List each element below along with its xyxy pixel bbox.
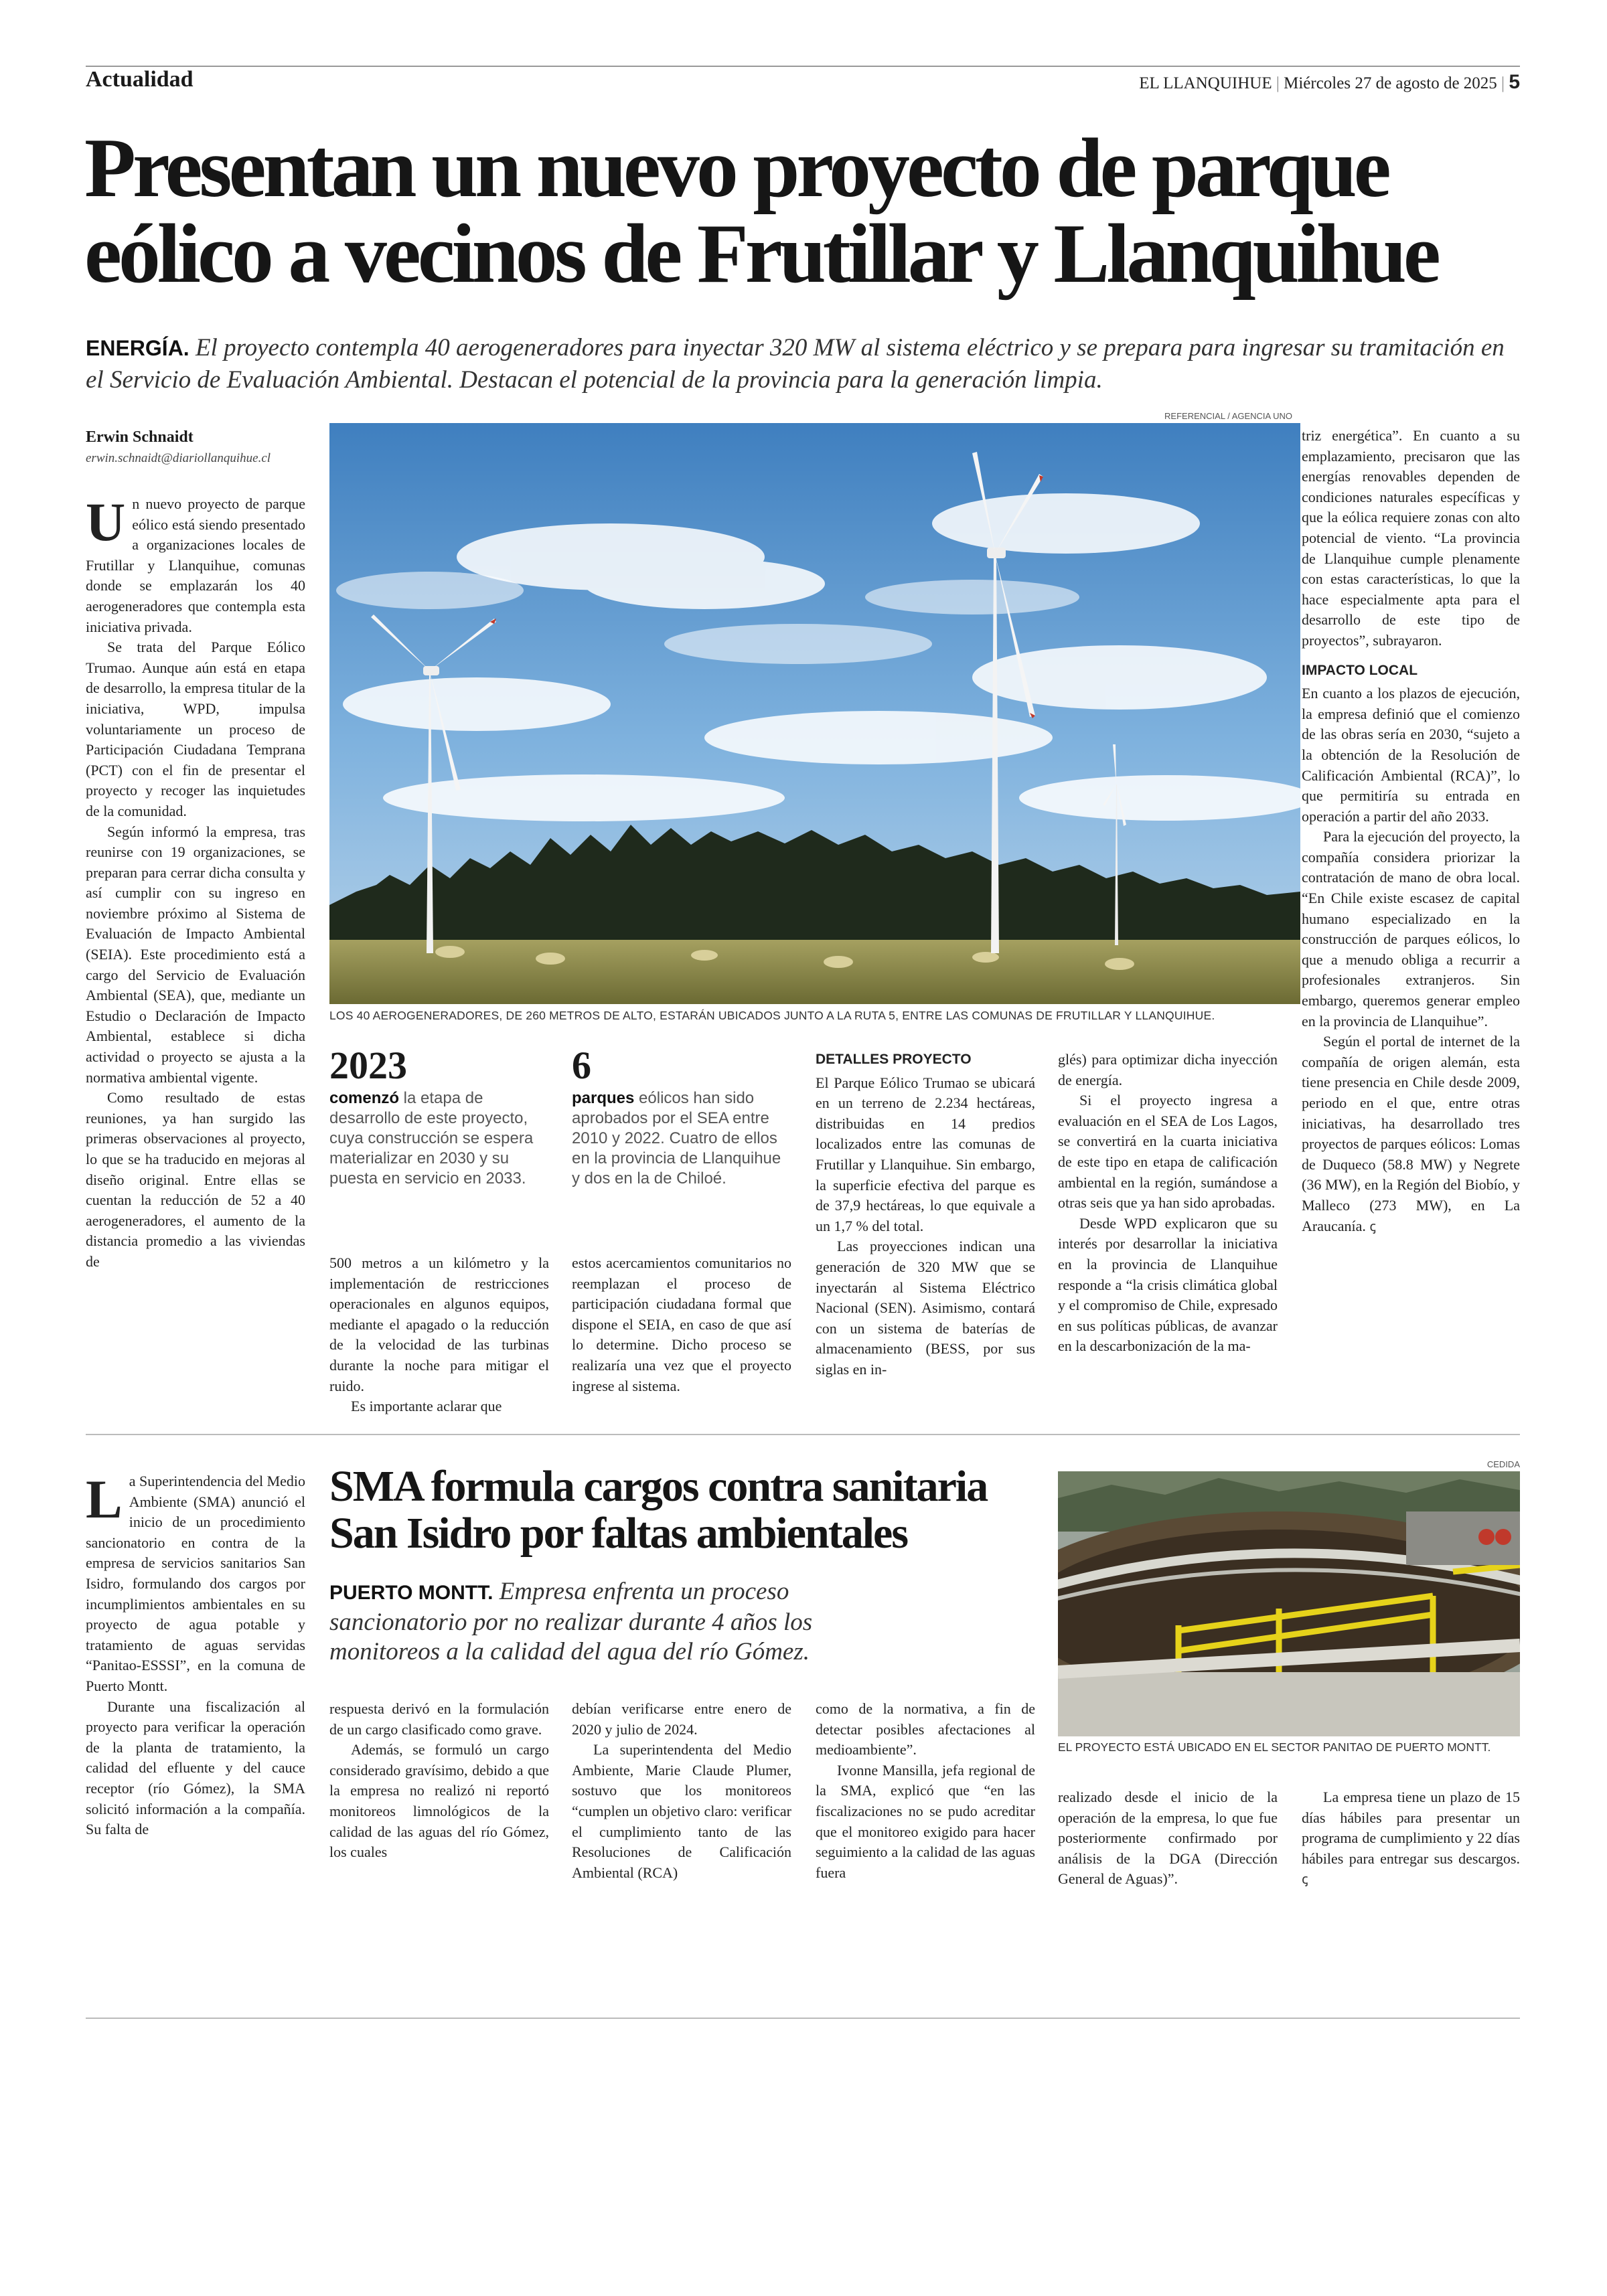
main-deck (86, 332, 1519, 396)
subhead-detalles: DETALLES PROYECTO (816, 1052, 972, 1067)
end-mark-icon: ꞔ (1369, 1218, 1376, 1234)
wind-farm-image (329, 423, 1300, 1004)
stat-number: 6 (572, 1044, 591, 1087)
second-photo-caption: EL PROYECTO ESTÁ UBICADO EN EL SECTOR PANITAO DE PUERTO MONTT. (1058, 1740, 1491, 1754)
second-kicker: PUERTO MONTT. (329, 1582, 493, 1604)
main-article-col-2: 500 metros a un kilómetro y la implementación de restricciones operacionales en algunos equipos, mediante el apagado o la reducción de la velocidad de las turbinas durante la noche para mitigar el ruido. Es importante aclarar que (329, 1254, 549, 1415)
stat-lead: comenzó (329, 1089, 400, 1107)
section-label: Actualidad (86, 67, 194, 92)
second-article-col-2: respuesta derivó en la formulación de un cargo clasificado como grave. Además, se formuló un cargo considerado gravísimo, debido a que la empresa no realizó ni reportó monitoreos limnológicos de la calidad de las aguas del río Gómez, los cuales (329, 1700, 549, 1861)
main-headline: Presentan un nuevo proyecto de parque eólico a vecinos de Frutillar y Llanquihue (84, 122, 1438, 301)
paper-name: EL LLANQUIHUE (1139, 74, 1272, 92)
second-article-col-5: realizado desde el inicio de la operación de la empresa, lo que fue posteriormente confirmado por análisis de la DGA (Dirección General de Aguas)”. (1058, 1789, 1278, 1888)
subhead-impacto: IMPACTO LOCAL (1302, 662, 1418, 678)
second-article-col-6: La empresa tiene un plazo de 15 días hábiles para presentar un programa de cumplimiento y 22 días hábiles para entregar sus descargos. ꞔ (1302, 1789, 1520, 1888)
author-name: Erwin Schnaidt (86, 428, 194, 446)
end-mark-icon: ꞔ (1302, 1871, 1308, 1888)
second-deck-text: Empresa enfrenta un proceso sancionatorio por no realizar durante 4 años los monitoreos a la calidad del agua del río Gómez. (329, 1578, 813, 1665)
second-photo-credit: CEDIDA (1486, 1459, 1520, 1469)
main-photo-caption: LOS 40 AEROGENERADORES, DE 260 METROS DE ALTO, ESTARÁN UBICADOS JUNTO A LA RUTA 5, ENTRE LAS COMUNAS DE FRUTILLAR Y LLANQUIHUE. (329, 1009, 1215, 1022)
wind-turbine-photo (329, 423, 1300, 1004)
header-meta: EL LLANQUIHUE | Miércoles 27 de agosto de 2025 | 5 (1139, 71, 1520, 93)
treatment-plant-image (1058, 1471, 1520, 1736)
treatment-plant-photo (1058, 1471, 1520, 1736)
drop-cap: U (86, 491, 126, 552)
stat-text: eólicos han sido aprobados por el SEA entre 2010 y 2022. Cuatro de ellos en la provincia de Llanquihue y dos en la de Chiloé. (572, 1089, 781, 1187)
main-article-col-6: triz energética”. En cuanto a su emplazamiento, precisaron que las energías renovables dependen de condiciones naturales específicas y que la eólica requiere zonas con alto potencial de viento. “La provincia de Llanquihue cumple plenamente con estas características, lo que la hace especialmente apta para el desarrollo de este tipo de proyectos”, subrayaron. IMPACTO LOCAL En cuanto a los plazos de ejecución, la empresa definió que el comienzo de las obras sería en 2030, “sujeto a la obtención de la Resolución de Calificación Ambiental (RCA)”, lo que permitiría su entrada en operación a partir del año 2033. Para la ejecución del proyecto, la compañía considera priorizar la contratación de mano de obra local. “En Chile existe escasez de capital humano especializado en la construcción de parques eólicos, lo que a menudo obliga a recurrir a profesionales extranjeros. Sin embargo, queremos generar empleo en la provincia de Llanquihue”. Según el portal de internet de la compañía de origen alemán, esta tiene presencia en Chile desde 2009, periodo en el que, entre otras iniciativas, ha desarrollado tres proyectos de parques eólicos: Lomas de Duqueco (58.8 MW) y Negrete (36 MW), en la Región del Biobío, y Malleco (273 MW), en La Araucanía. ꞔ (1302, 427, 1520, 1234)
photo-credit: REFERENCIAL / AGENCIA UNO (1164, 411, 1292, 421)
drop-cap: L (86, 1469, 123, 1530)
second-deck (329, 1577, 905, 1667)
main-kicker: ENERGÍA. (86, 336, 189, 360)
page-number: 5 (1509, 71, 1520, 93)
second-headline: SMA formula cargos contra sanitaria San Isidro por faltas ambientales (329, 1462, 988, 1558)
author-email: erwin.schnaidt@diariollanquihue.cl (86, 451, 271, 465)
second-article-col-1: La Superintendencia del Medio Ambiente (SMA) anunció el inicio de un procedimiento sancionatorio en contra de la empresa de servicios sanitarios San Isidro, formulando dos cargos por incumplimientos ambientales en su proyecto de agua potable y tratamiento de aguas servidas “Panitao-ESSSI”, en la comuna de Puerto Montt. Durante una fiscalización al proyecto para verificar la operación de la planta de tratamiento, la calidad del efluente y del cauce receptor (río Gómez), la SMA solicitó información a la compañía. Su falta de (86, 1469, 306, 1838)
main-article-col-1: Un nuevo proyecto de parque eólico está siendo presentado a organizaciones locales de Frutillar y Llanquihue, comunas donde se emplazarán los 40 aerogeneradores que contempla esta iniciativa privada. Se trata del Parque Eólico Trumao. Aunque aún está en etapa de desarrollo, la empresa titular de la iniciativa, WPD, impulsa voluntariamente un proceso de Participación Ciudadana Temprana (PCT) con el fin de presentar el proyecto y recoger las inquietudes de la comunidad. Según informó la empresa, tras reunirse con 19 organizaciones, se preparan para cerrar dicha consulta y así cumplir con su ingreso en noviembre próximo al Sistema de Evaluación de Impacto Ambiental (SEIA). Este procedimiento está a cargo del Servicio de Evaluación Ambiental (SEA), que, mediante un Estudio o Declaración de Impacto Ambiental, establece si dicha actividad o proyecto se ajusta a la normativa ambiental vigente. Como resultado de estas reuniones, ya han surgido las primeras observaciones al proyecto, lo que se ha traducido en mejoras al diseño original. Entre ellas se cuentan la reducción de 52 a 40 aerogeneradores, el aumento de la distancia promedio a las viviendas de (86, 491, 305, 1270)
main-article-col-4: DETALLES PROYECTO El Parque Eólico Trumao se ubicará en un terreno de 2.234 hectáreas, distribuidas en 14 predios localizados entre las comunas de Frutillar y Llanquihue. Sin embargo, la superficie efectiva del parque es de 37,9 hectáreas, lo que equivale a un 1,7 % del total. Las proyecciones indican una generación de 320 MW que se inyectarán al Sistema Eléctrico Nacional (SEN). Asimismo, contará con un sistema de baterías de almacenamiento (BESS, por sus siglas en in- (816, 1050, 1035, 1380)
stat-box-6 (572, 1046, 793, 1189)
main-article-col-5: glés) para optimizar dicha inyección de energía. Si el proyecto ingresa a evaluación en el SEA de Los Lagos, se convertirá en la cuarta iniciativa de este tipo en etapa de calificación ambiental en la región, sumándose a otras seis que ya han sido aprobadas. Desde WPD explicaron que su interés por desarrollar la iniciativa en la provincia de Llanquihue responde a “la crisis climática global y el compromiso de Chile, expresado en sus políticas públicas, de avanzar en la descarbonización de la ma- (1058, 1051, 1278, 1355)
main-deck-text: El proyecto contempla 40 aerogeneradores para inyectar 320 MW al sistema eléctrico y se prepara para ingresar su tramitación en el Servicio de Evaluación Ambiental. Destacan el potencial de la provincia para la generación limpia. (86, 334, 1505, 394)
stat-box-2023 (329, 1046, 550, 1189)
issue-date: Miércoles 27 de agosto de 2025 (1284, 74, 1497, 92)
main-article-col-3: estos acercamientos comunitarios no reemplazan el proceso de participación ciudadana formal que dispone el SEIA, en caso de que así lo determine. Dicho proceso se realizaría una vez que el proyecto ingrese al sistema. (572, 1254, 791, 1394)
stat-number: 2023 (329, 1044, 407, 1087)
stat-lead: parques (572, 1089, 635, 1107)
second-article-col-4: como de la normativa, a fin de detectar posibles afectaciones al medioambiente”. Ivonne Mansilla, jefa regional de la SMA, explicó que “en las fiscalizaciones no se pudo acreditar que el monitoreo exigido para hacer seguimiento a la calidad de las aguas fuera (816, 1700, 1035, 1881)
second-article-col-3: debían verificarse entre enero de 2020 y julio de 2024. La superintendenta del Medio Ambiente, Marie Claude Plumer, sostuvo que los monitoreos “cumplen un objetivo claro: verificar el cumplimiento tanto de las Resoluciones de Calificación Ambiental (RCA) (572, 1700, 791, 1881)
stat-text: la etapa de desarrollo de este proyecto, cuya construcción se espera materializar en 2030 y su puesta en servicio en 2033. (329, 1089, 534, 1187)
